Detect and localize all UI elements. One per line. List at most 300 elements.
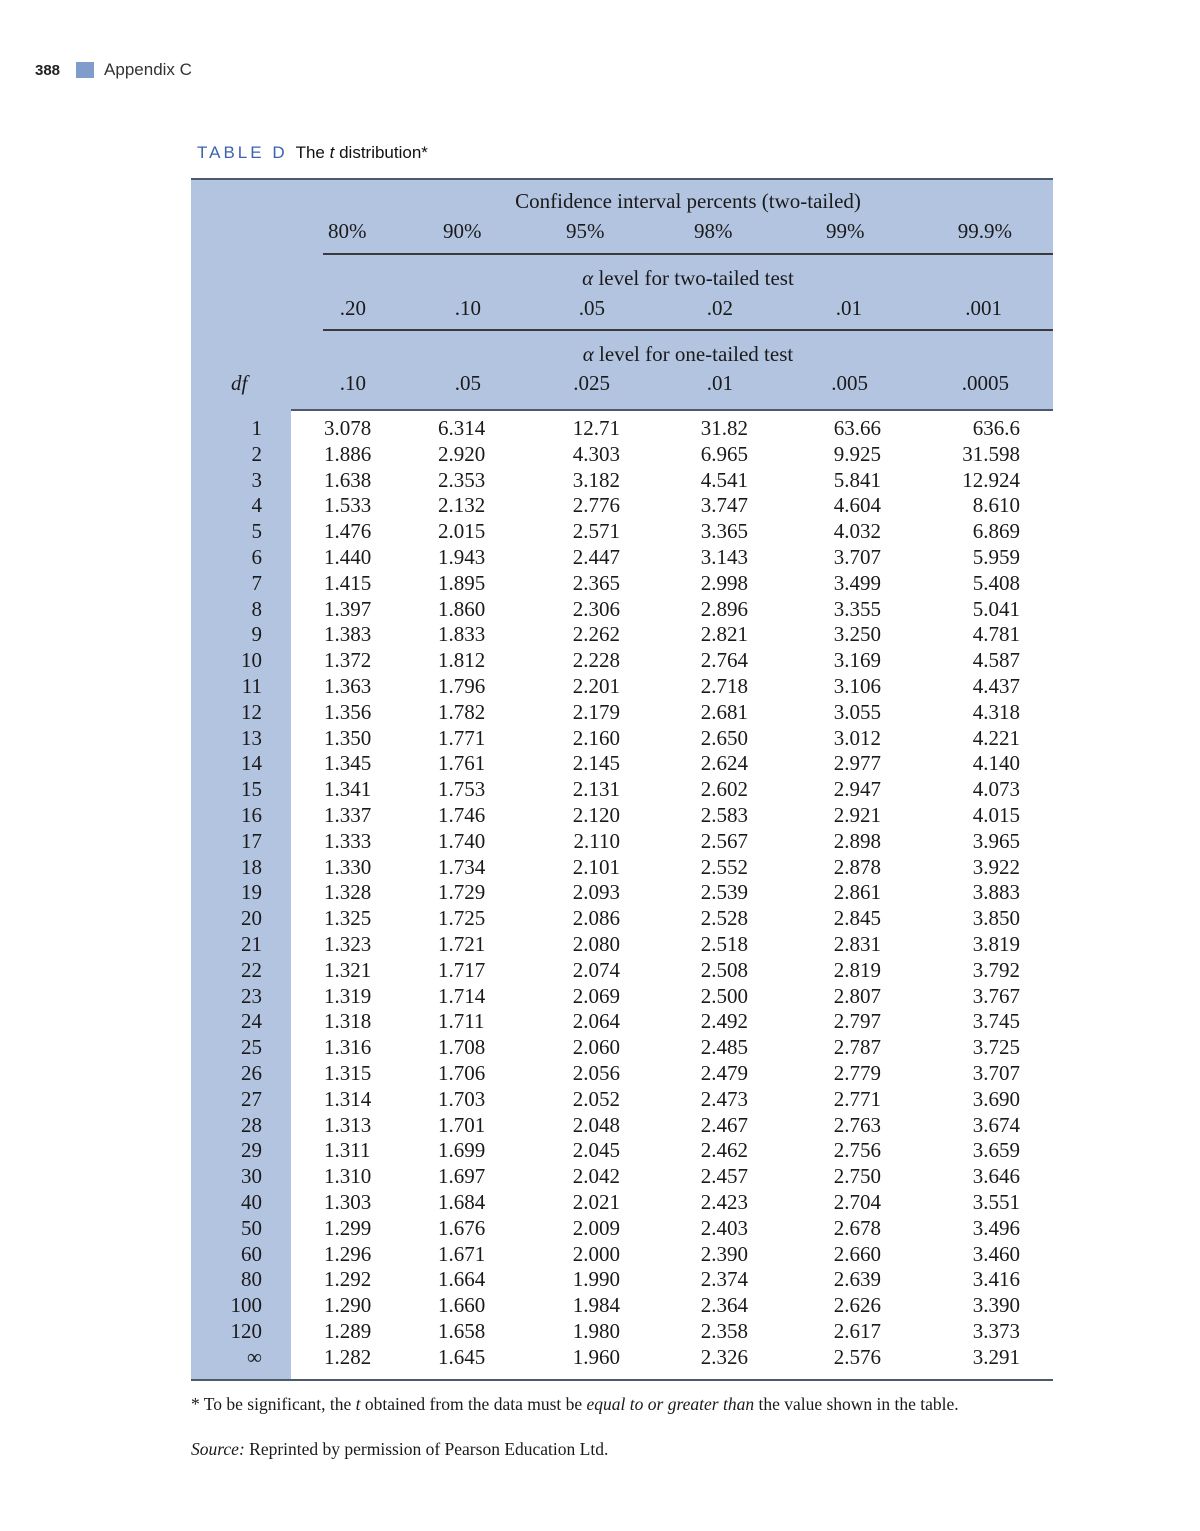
footnote [191,1393,1053,1416]
value-cell: 2.819 [833,957,881,982]
value-cell: 2.086 [572,906,620,931]
value-cell: 2.518 [700,932,748,956]
value-cell: 2.539 [700,880,748,905]
table-row [191,931,1053,957]
df-cell: 50 [241,1215,262,1240]
value-cell: 2.364 [700,1293,748,1318]
value-cell: 1.796 [438,674,486,698]
value-cell: 1.356 [324,699,372,724]
value-cell: 2.878 [833,854,881,879]
value-cell: 1.325 [324,906,372,931]
value-cell: 1.363 [324,674,372,698]
value-cell: 3.922 [972,854,1020,879]
value-cell: 1.290 [324,1293,372,1318]
table-row [191,1112,1053,1138]
df-cell: 25 [241,1035,262,1060]
df-cell: 3 [251,467,262,492]
df-cell: 18 [241,854,262,879]
confidence-99-9: 99.9% [957,219,1012,243]
value-cell: 2.042 [572,1164,620,1189]
value-cell: 2.602 [700,777,748,802]
table-row [191,647,1053,673]
value-cell: 31.598 [962,441,1020,466]
value-cell: 2.390 [700,1241,748,1266]
value-cell: 2.358 [700,1319,748,1343]
df-cell: 29 [241,1138,262,1163]
value-cell: 3.767 [972,983,1020,1008]
table-label: TABLE D [197,143,288,162]
value-cell: 8.610 [972,493,1020,518]
table-row [191,1241,1053,1267]
value-cell: 3.674 [972,1112,1020,1137]
table-title-t: t [329,143,335,162]
value-cell: 2.467 [700,1112,748,1137]
value-cell: 1.333 [324,828,372,853]
value-cell: 3.551 [972,1190,1020,1214]
confidence-99: 99% [826,219,865,243]
table-title-text-end: distribution* [334,143,428,162]
df-cell: 4 [251,493,262,518]
value-cell: 1.960 [572,1344,620,1369]
value-cell: 3.496 [972,1215,1020,1240]
df-cell: 100 [230,1293,262,1318]
table-row [191,544,1053,570]
df-cell: 20 [241,906,262,931]
footnote-middle: obtained from the data must be [360,1394,587,1414]
value-cell: 2.583 [700,803,748,827]
value-cell: 2.403 [700,1215,748,1240]
value-cell: 1.860 [438,596,486,621]
value-cell: 2.787 [833,1035,881,1060]
value-cell: 4.073 [972,777,1020,802]
value-cell: 1.440 [324,545,372,569]
value-cell: 2.145 [572,751,620,776]
page-number: 388 [35,61,61,79]
df-cell: 7 [251,570,262,595]
value-cell: 2.374 [700,1267,748,1292]
value-cell: 1.833 [438,622,486,647]
value-cell: 1.676 [438,1215,486,1240]
two-tailed-title-text: level for two-tailed test [598,266,794,290]
value-cell: 1.729 [438,880,486,905]
header-divider-1 [323,253,1053,255]
value-cell: 2.678 [833,1215,881,1240]
value-cell: 2.056 [572,1061,620,1085]
value-cell: 2.528 [700,906,748,931]
one-tailed-level-05: .05 [454,371,481,395]
df-cell: 15 [241,777,262,802]
table-row [191,1086,1053,1112]
value-cell: 1.321 [324,957,372,982]
df-cell: 22 [241,957,262,982]
value-cell: 1.697 [438,1164,486,1189]
table-row [191,879,1053,905]
value-cell: 2.160 [572,725,620,750]
df-cell: 23 [241,983,262,1008]
value-cell: 636.6 [972,416,1020,440]
value-cell: 2.797 [833,1009,881,1034]
value-cell: 1.372 [324,648,372,673]
value-cell: 1.782 [438,699,486,724]
df-cell: 9 [251,622,262,647]
value-cell: 2.776 [572,493,620,518]
value-cell: 2.326 [700,1344,748,1369]
source-text: Reprinted by permission of Pearson Education Ltd. [244,1439,609,1459]
df-cell: 120 [230,1319,262,1343]
two-tailed-level-05: .05 [578,296,605,320]
value-cell: 1.337 [324,803,372,827]
alpha-symbol: α [582,266,594,290]
value-cell: 1.734 [438,854,486,879]
value-cell: 1.990 [572,1267,620,1292]
value-cell: 31.82 [700,416,748,440]
value-cell: 1.282 [324,1344,372,1369]
value-cell: 2.567 [700,828,748,853]
value-cell: 2.457 [700,1164,748,1189]
value-cell: 2.492 [700,1009,748,1034]
df-cell: 1 [251,416,262,440]
df-cell: 26 [241,1061,262,1085]
value-cell: 2.423 [700,1190,748,1214]
value-cell: 2.015 [438,519,486,544]
value-cell: 2.947 [833,777,881,802]
value-cell: 2.718 [700,674,748,698]
footnote-emphasis: equal to or greater than [586,1394,755,1414]
value-cell: 2.861 [833,880,881,905]
value-cell: 2.681 [700,699,748,724]
two-tailed-level-01: .01 [835,296,862,320]
value-cell: 1.638 [324,467,372,492]
confidence-90: 90% [443,219,482,243]
value-cell: 3.143 [700,545,748,569]
value-cell: 1.476 [324,519,372,544]
value-cell: 1.316 [324,1035,372,1060]
value-cell: 1.315 [324,1061,372,1085]
value-cell: 2.576 [833,1344,881,1369]
one-tailed-title [583,342,793,367]
table-title-text: The [295,143,330,162]
value-cell: 1.714 [438,983,486,1008]
square-marker-icon [76,62,94,78]
df-cell: 12 [241,699,262,724]
table-row [191,596,1053,622]
table-row [191,673,1053,699]
value-cell: 2.080 [572,932,620,956]
value-cell: 2.045 [572,1138,620,1163]
appendix-label: Appendix C [104,60,192,79]
df-cell: 19 [241,880,262,905]
value-cell: 1.328 [324,880,372,905]
value-cell: 1.350 [324,725,372,750]
df-cell: 10 [241,648,262,673]
table-row [191,1008,1053,1034]
df-cell: 40 [241,1190,262,1214]
value-cell: 2.626 [833,1293,881,1318]
value-cell: 2.060 [572,1035,620,1060]
value-cell: 2.179 [572,699,620,724]
value-cell: 3.659 [972,1138,1020,1163]
value-cell: 1.658 [438,1319,486,1343]
value-cell: 3.291 [972,1344,1020,1369]
value-cell: 1.717 [438,957,486,982]
two-tailed-title [582,266,794,291]
value-cell: 2.845 [833,906,881,931]
value-cell: 2.756 [833,1138,881,1163]
df-cell: 13 [241,725,262,750]
value-cell: 2.479 [700,1061,748,1085]
df-cell: 80 [241,1267,262,1292]
value-cell: 6.965 [700,441,748,466]
source-label: Source: [191,1439,245,1459]
df-cell: 11 [241,674,262,698]
value-cell: 3.055 [833,699,881,724]
value-cell: 2.021 [572,1190,620,1214]
confidence-title: Confidence interval percents (two-tailed) [515,189,861,213]
value-cell: 2.624 [700,751,748,776]
value-cell: 1.415 [324,570,372,595]
value-cell: 4.032 [833,519,881,544]
df-cell: 24 [241,1009,262,1034]
value-cell: 1.313 [324,1112,372,1137]
value-cell: 2.048 [572,1112,620,1137]
one-tailed-title-text: level for one-tailed test [599,342,794,366]
value-cell: 2.639 [833,1267,881,1292]
df-cell: 8 [251,596,262,621]
value-cell: 1.296 [324,1241,372,1266]
value-cell: 3.883 [972,880,1020,905]
value-cell: 1.812 [438,648,486,673]
value-cell: 1.314 [324,1086,372,1111]
page-header [35,58,192,82]
value-cell: 2.977 [833,751,881,776]
value-cell: 2.074 [572,957,620,982]
table-row [191,441,1053,467]
value-cell: 1.660 [438,1293,486,1318]
value-cell: 5.841 [833,467,881,492]
table-row [191,1292,1053,1318]
df-cell: 30 [241,1164,262,1189]
value-cell: 4.015 [972,803,1020,827]
df-cell: 60 [241,1241,262,1266]
value-cell: 3.725 [972,1035,1020,1060]
value-cell: 2.998 [700,570,748,595]
footnote-start: * To be significant, the [191,1394,356,1414]
value-cell: 1.292 [324,1267,372,1292]
value-cell: 2.052 [572,1086,620,1111]
value-cell: 2.807 [833,983,881,1008]
value-cell: 2.571 [572,519,620,544]
table-row [191,828,1053,854]
value-cell: 3.355 [833,596,881,621]
value-cell: 1.753 [438,777,486,802]
value-cell: 1.980 [572,1319,620,1343]
value-cell: 1.383 [324,622,372,647]
value-cell: 1.310 [324,1164,372,1189]
value-cell: 63.66 [833,416,881,440]
value-cell: 4.437 [972,674,1020,698]
value-cell: 2.896 [700,596,748,621]
value-cell: 1.311 [324,1138,371,1163]
value-cell: 2.262 [572,622,620,647]
value-cell: 3.792 [972,957,1020,982]
value-cell: 3.416 [972,1267,1020,1292]
value-cell: 3.169 [833,648,881,673]
value-cell: 2.306 [572,596,620,621]
value-cell: 1.397 [324,596,372,621]
table-row [191,415,1053,441]
table-row [191,621,1053,647]
table-row [191,570,1053,596]
value-cell: 2.763 [833,1112,881,1137]
value-cell: 1.771 [438,725,486,750]
value-cell: 1.895 [438,570,486,595]
df-cell: 2 [251,441,262,466]
value-cell: 1.746 [438,803,486,827]
value-cell: 1.721 [438,932,486,956]
value-cell: 6.869 [972,519,1020,544]
value-cell: 3.250 [833,622,881,647]
value-cell: 2.132 [438,493,486,518]
value-cell: 1.318 [324,1009,372,1034]
table-row [191,1189,1053,1215]
table-row [191,957,1053,983]
value-cell: 2.617 [833,1319,881,1343]
value-cell: 2.473 [700,1086,748,1111]
two-tailed-level-02: .02 [706,296,733,320]
one-tailed-level-025: .025 [573,371,610,395]
value-cell: 3.106 [833,674,881,698]
confidence-95: 95% [566,219,605,243]
value-cell: 2.462 [700,1138,748,1163]
df-cell: 28 [241,1112,262,1137]
df-cell: 5 [251,519,262,544]
table-row [191,750,1053,776]
table-row [191,1060,1053,1086]
value-cell: 1.533 [324,493,372,518]
value-cell: 2.500 [700,983,748,1008]
value-cell: 2.508 [700,957,748,982]
value-cell: 3.460 [972,1241,1020,1266]
value-cell: 3.078 [324,416,372,440]
footnote-end: the value shown in the table. [754,1394,959,1414]
value-cell: 2.921 [833,803,881,827]
value-cell: 1.711 [438,1009,485,1034]
df-cell: 14 [241,751,262,776]
value-cell: 3.707 [972,1061,1020,1085]
value-cell: 2.069 [572,983,620,1008]
value-cell: 3.373 [972,1319,1020,1343]
value-cell: 2.093 [572,880,620,905]
value-cell: 3.365 [700,519,748,544]
value-cell: 3.965 [972,828,1020,853]
value-cell: 2.920 [438,441,486,466]
value-cell: 2.131 [572,777,620,802]
value-cell: 3.012 [833,725,881,750]
value-cell: 2.650 [700,725,748,750]
value-cell: 1.671 [438,1241,486,1266]
table-row [191,1137,1053,1163]
value-cell: 1.645 [438,1344,486,1369]
value-cell: 2.831 [833,932,881,956]
value-cell: 2.447 [572,545,620,569]
value-cell: 1.323 [324,932,372,956]
one-tailed-level-0005: .0005 [961,371,1009,395]
value-cell: 3.819 [972,932,1020,956]
value-cell: 3.850 [972,906,1020,931]
table-row [191,983,1053,1009]
one-tailed-level-10: .10 [339,371,366,395]
table-row [191,492,1053,518]
header-divider-2 [323,329,1053,331]
value-cell: 2.779 [833,1061,881,1085]
value-cell: 5.959 [972,545,1020,569]
value-cell: 1.330 [324,854,372,879]
confidence-98: 98% [694,219,733,243]
value-cell: 2.898 [833,828,881,853]
value-cell: 2.120 [572,803,620,827]
value-cell: 1.701 [438,1112,486,1137]
value-cell: 1.289 [324,1319,372,1343]
value-cell: 2.771 [833,1086,881,1111]
table-row [191,1344,1053,1370]
value-cell: 1.708 [438,1035,486,1060]
alpha-symbol: α [582,342,594,366]
value-cell: 5.041 [972,596,1020,621]
value-cell: 12.71 [572,416,620,440]
table-row [191,1318,1053,1344]
table-row [191,518,1053,544]
value-cell: 1.341 [324,777,372,802]
value-cell: 2.009 [572,1215,620,1240]
value-cell: 4.140 [972,751,1020,776]
value-cell: 3.707 [833,545,881,569]
value-cell: 1.943 [438,545,486,569]
value-cell: 3.182 [572,467,620,492]
value-cell: 5.408 [972,570,1020,595]
value-cell: 3.747 [700,493,748,518]
df-header: df [231,371,248,395]
value-cell: 3.499 [833,570,881,595]
value-cell: 3.646 [972,1164,1020,1189]
table-row [191,467,1053,493]
table-row [191,699,1053,725]
table-row [191,1215,1053,1241]
table-row [191,776,1053,802]
df-cell: 21 [241,932,262,956]
two-tailed-level-10: .10 [454,296,481,320]
value-cell: 2.064 [572,1009,620,1034]
value-cell: 1.984 [572,1293,620,1318]
value-cell: 1.725 [438,906,486,931]
value-cell: 1.299 [324,1215,372,1240]
value-cell: 4.604 [833,493,881,518]
value-cell: 1.345 [324,751,372,776]
value-cell: 3.690 [972,1086,1020,1111]
value-cell: 4.541 [700,467,748,492]
value-cell: 2.228 [572,648,620,673]
footnote-t: t [355,1394,361,1414]
two-tailed-level-20: .20 [339,296,366,320]
value-cell: 12.924 [962,467,1020,492]
value-cell: 4.221 [972,725,1020,750]
value-cell: 2.764 [700,648,748,673]
value-cell: 2.201 [572,674,620,698]
value-cell: 3.745 [972,1009,1020,1034]
value-cell: 2.353 [438,467,486,492]
value-cell: 4.781 [972,622,1020,647]
df-cell: 17 [241,828,262,853]
value-cell: 2.110 [573,828,620,853]
